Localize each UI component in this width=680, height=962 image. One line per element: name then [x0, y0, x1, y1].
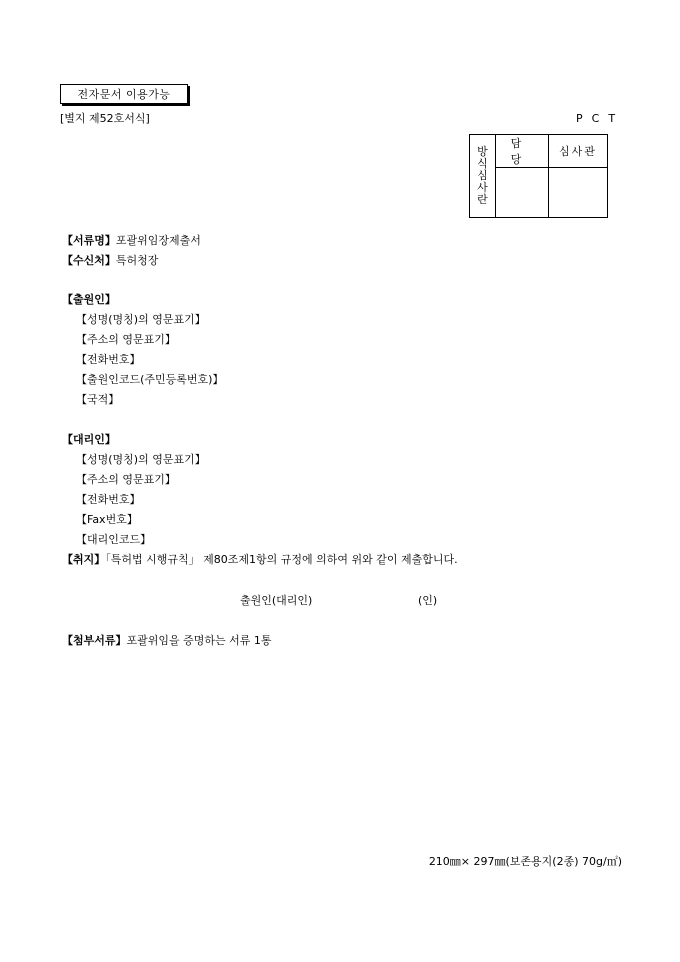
paper-spec-footer: 210㎜× 297㎜(보존용지(2종) 70g/㎡) — [428, 855, 622, 868]
doc-name-line: 【서류명】포괄위임장제출서 — [62, 234, 201, 247]
review-examiner-cell — [549, 168, 608, 218]
review-col-examiner: 심사관 — [549, 135, 608, 168]
applicant-field: 【주소의 영문표기】 — [76, 333, 176, 346]
applicant-field: 【국적】 — [76, 393, 120, 406]
review-box — [469, 134, 608, 218]
agent-field: 【성명(명칭)의 영문표기】 — [76, 453, 206, 466]
review-side-label: 방 식 심 사 란 — [470, 135, 496, 218]
signature-seal: (인) — [418, 594, 438, 607]
agent-field: 【전화번호】 — [76, 493, 141, 506]
pct-label: PCT — [576, 112, 625, 125]
applicant-field: 【출원인코드(주민등록번호)】 — [76, 373, 224, 386]
form-number: [별지 제52호서식] — [60, 112, 150, 125]
badge-text: 전자문서 이용가능 — [77, 88, 171, 101]
agent-field: 【Fax번호】 — [76, 513, 138, 526]
agent-field: 【대리인코드】 — [76, 533, 152, 546]
applicant-header: 【출원인】 — [62, 293, 116, 306]
recipient-line: 【수신처】특허청장 — [62, 254, 159, 267]
e-document-badge — [60, 84, 188, 104]
applicant-field: 【성명(명칭)의 영문표기】 — [76, 313, 206, 326]
review-officer-cell — [496, 168, 549, 218]
agent-header: 【대리인】 — [62, 433, 116, 446]
signature-label: 출원인(대리인) — [240, 594, 313, 607]
agent-field: 【주소의 영문표기】 — [76, 473, 176, 486]
attachment-line: 【첨부서류】포괄위임을 증명하는 서류 1통 — [62, 634, 272, 647]
review-col-officer: 담 당 — [496, 135, 549, 168]
purpose-line: 【취지】「특허법 시행규칙」 제80조제1항의 규정에 의하여 위와 같이 제출합니다. — [62, 553, 458, 566]
applicant-field: 【전화번호】 — [76, 353, 141, 366]
